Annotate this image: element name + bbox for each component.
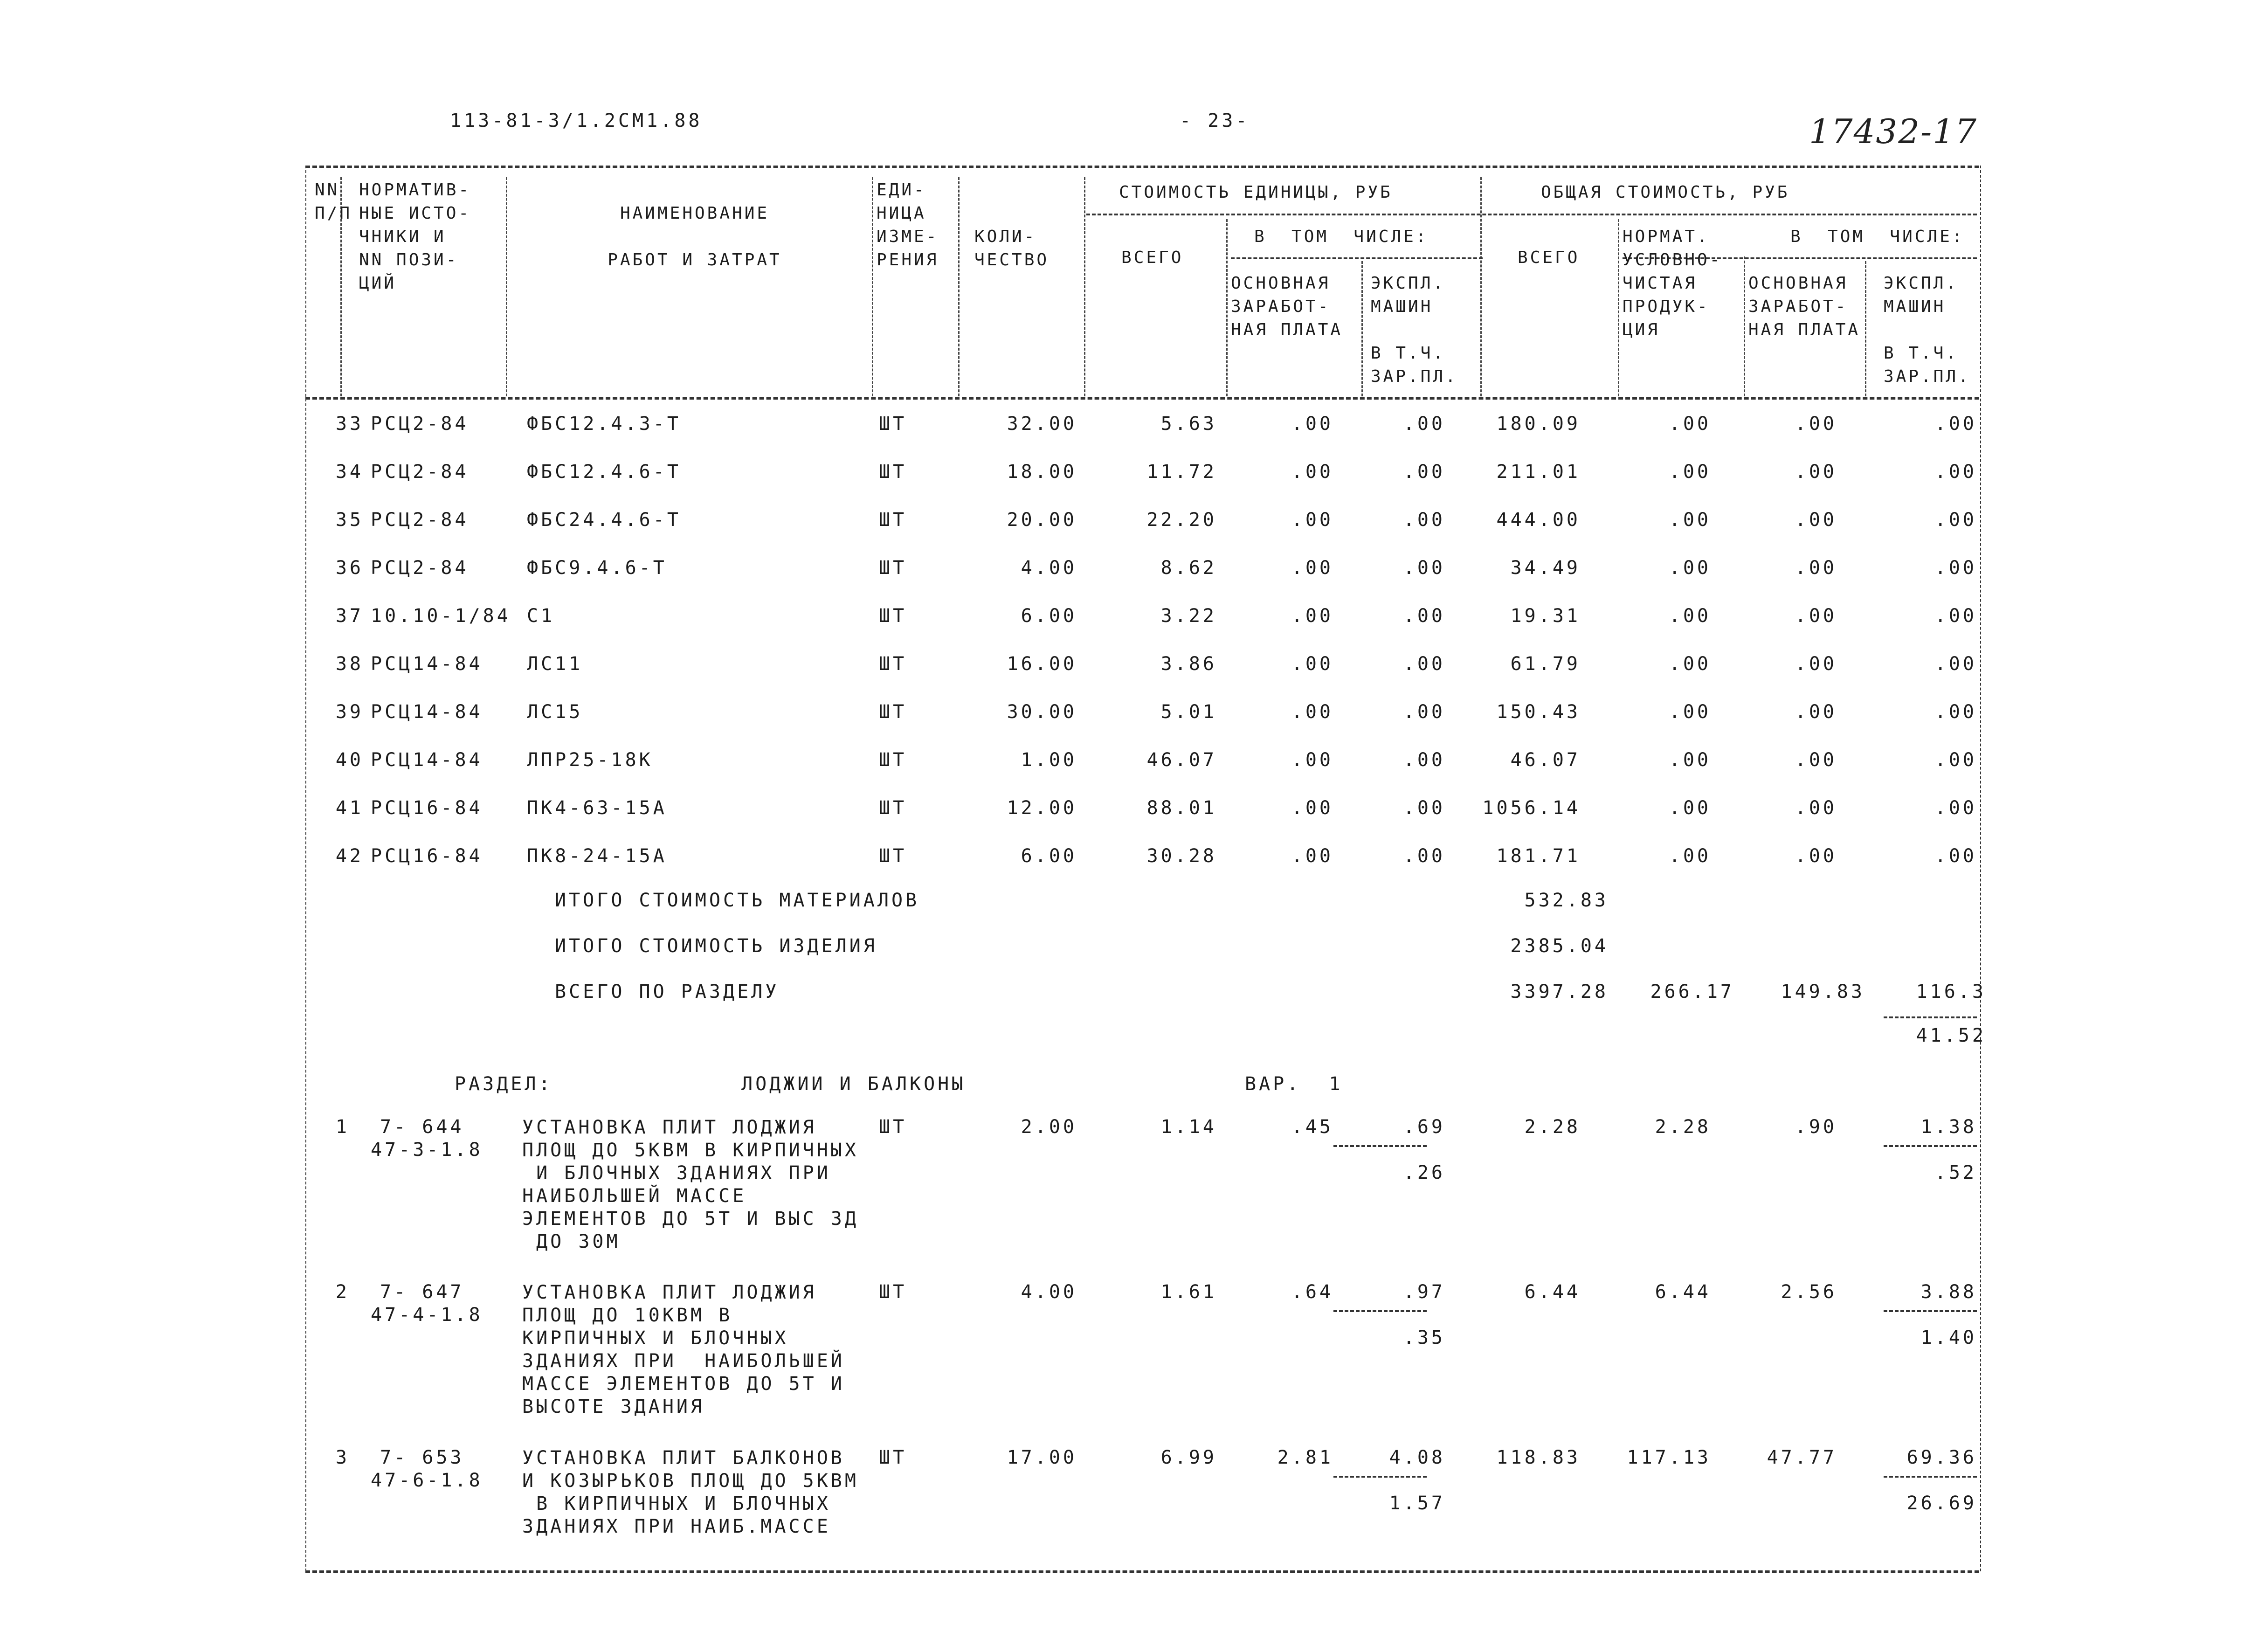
row-source: РСЦ2-84	[371, 461, 469, 483]
row-unit-mach: .00	[1403, 605, 1445, 627]
row-unit-mach: .00	[1403, 797, 1445, 819]
header-sources: НОРМАТИВ- НЫЕ ИСТО- ЧНИКИ И NN ПОЗИ- ЦИЙ	[359, 180, 471, 293]
header-total-pay: ОСНОВНАЯ ЗАРАБОТ- НАЯ ПЛАТА	[1748, 274, 1861, 339]
handwritten-stamp: 17432-17	[1809, 112, 1977, 151]
row-unit-mach: .97	[1403, 1281, 1445, 1303]
row-number: 34	[335, 461, 364, 483]
row-unit-all: 1.61	[1160, 1281, 1217, 1303]
row-source: РСЦ16-84	[371, 845, 483, 867]
row-total-mach-sub: 26.69	[1906, 1493, 1977, 1514]
row-total-norm: .00	[1669, 461, 1711, 483]
header-unit-incl: В ТОМ ЧИСЛЕ:	[1254, 227, 1429, 246]
row-name: С1	[527, 605, 555, 627]
table-top-rule	[305, 166, 1979, 168]
row-total-mach: .00	[1934, 797, 1977, 819]
row-name: ЛС11	[527, 653, 583, 675]
row-total-norm: .00	[1669, 653, 1711, 675]
row-unit-pay: .00	[1291, 413, 1333, 435]
row-unit-mach: .00	[1403, 461, 1445, 483]
row-source: РСЦ2-84	[371, 413, 469, 435]
row-number: 3	[335, 1447, 350, 1468]
total-materials-label: ИТОГО СТОИМОСТЬ МАТЕРИАЛОВ	[555, 890, 920, 911]
row-unit: ШТ	[879, 1447, 907, 1468]
row-unit-all: 8.62	[1160, 557, 1217, 579]
total-materials-value: 532.83	[1524, 890, 1609, 911]
section-label: РАЗДЕЛ:	[455, 1073, 553, 1095]
row-name: ЛПР25-18К	[527, 749, 653, 771]
header-qty: КОЛИ- ЧЕСТВО	[974, 227, 1050, 270]
col-sep	[872, 177, 873, 396]
row-unit-pay: .00	[1291, 701, 1333, 723]
header-total-mach-sub: В Т.Ч. ЗАР.ПЛ.	[1884, 344, 1971, 386]
row-unit-pay: .00	[1291, 509, 1333, 531]
row-unit-pay: .00	[1291, 605, 1333, 627]
header-total-all: ВСЕГО	[1518, 248, 1580, 267]
header-unit: ЕДИ- НИЦА ИЗМЕ- РЕНИЯ	[877, 180, 939, 270]
row-total-pay: .00	[1795, 557, 1837, 579]
row-qty: 18.00	[1007, 461, 1077, 483]
row-source: РСЦ2-84	[371, 509, 469, 531]
row-total-pay: .00	[1795, 797, 1837, 819]
row-total-all: 6.44	[1524, 1281, 1581, 1303]
row-source: 7- 647	[380, 1281, 464, 1303]
row-total-mach-sub: .52	[1934, 1162, 1977, 1183]
page-number: - 23-	[1180, 110, 1250, 131]
row-number: 1	[335, 1116, 350, 1138]
row-total-all: 61.79	[1510, 653, 1581, 675]
row-total-pay: .00	[1795, 605, 1837, 627]
fraction-rule	[1333, 1145, 1427, 1147]
row-unit-pay: .00	[1291, 749, 1333, 771]
row-total-mach: .00	[1934, 605, 1977, 627]
row-total-mach: 69.36	[1906, 1447, 1977, 1468]
section-total-mach: 116.3	[1916, 981, 1986, 1002]
col-sep	[506, 177, 507, 396]
row-unit-all: 88.01	[1146, 797, 1217, 819]
row-unit-pay: .00	[1291, 461, 1333, 483]
row-unit-mach: .00	[1403, 701, 1445, 723]
header-unit-mach: ЭКСПЛ. МАШИН	[1371, 274, 1446, 316]
row-total-pay: .00	[1795, 701, 1837, 723]
row-total-norm: 2.28	[1655, 1116, 1711, 1138]
row-unit-pay: 2.81	[1277, 1447, 1333, 1468]
row-unit: ШТ	[879, 461, 907, 483]
header-total-mach: ЭКСПЛ. МАШИН	[1884, 274, 1959, 316]
row-unit: ШТ	[879, 413, 907, 435]
row-number: 37	[335, 605, 364, 627]
row-total-pay: .00	[1795, 749, 1837, 771]
row-name: УСТАНОВКА ПЛИТ БАЛКОНОВ И КОЗЫРЬКОВ ПЛОЩ ДО 5КВМ В КИРПИЧНЫХ И БЛОЧНЫХ ЗДАНИЯХ ПРИ НАИБ.МАССЕ	[522, 1447, 859, 1537]
row-name: ФБС12.4.3-Т	[527, 413, 681, 435]
row-qty: 4.00	[1021, 557, 1077, 579]
row-total-all: 46.07	[1510, 749, 1581, 771]
row-total-mach: .00	[1934, 509, 1977, 531]
row-unit: ШТ	[879, 605, 907, 627]
row-total-pay: .00	[1795, 653, 1837, 675]
header-sub-rule	[1086, 214, 1977, 215]
row-total-all: 150.43	[1496, 701, 1581, 723]
row-qty: 4.00	[1021, 1281, 1077, 1303]
row-total-norm: .00	[1669, 605, 1711, 627]
section-total-label: ВСЕГО ПО РАЗДЕЛУ	[555, 981, 780, 1002]
row-name: ФБС24.4.6-Т	[527, 509, 681, 531]
fraction-rule	[1884, 1145, 1977, 1147]
row-number: 2	[335, 1281, 350, 1303]
fraction-rule	[1884, 1476, 1977, 1478]
row-total-norm: .00	[1669, 797, 1711, 819]
row-unit-pay: .00	[1291, 797, 1333, 819]
row-total-pay: .00	[1795, 461, 1837, 483]
row-qty: 6.00	[1021, 605, 1077, 627]
row-source-secondary: 47-4-1.8	[371, 1304, 483, 1326]
row-unit-all: 22.20	[1146, 509, 1217, 531]
row-name: УСТАНОВКА ПЛИТ ЛОДЖИЯ ПЛОЩ ДО 5КВМ В КИРПИЧНЫХ И БЛОЧНЫХ ЗДАНИЯХ ПРИ НАИБОЛЬШЕЙ МАССЕ ЭЛЕМЕНТОВ ДО 5Т И ВЫС ЗД ДО 30М	[522, 1117, 859, 1252]
row-unit: ШТ	[879, 749, 907, 771]
header-unit-all: ВСЕГО	[1121, 248, 1184, 267]
row-total-norm: .00	[1669, 749, 1711, 771]
row-source: 7- 653	[380, 1447, 464, 1468]
section-total-mach-sub: 41.52	[1916, 1025, 1986, 1046]
row-total-pay: .00	[1795, 845, 1837, 867]
row-unit: ШТ	[879, 1281, 907, 1303]
row-unit: ШТ	[879, 797, 907, 819]
row-qty: 30.00	[1007, 701, 1077, 723]
row-number: 39	[335, 701, 364, 723]
row-unit-mach: .00	[1403, 653, 1445, 675]
header-unit-cost: СТОИМОСТЬ ЕДИНИЦЫ, РУБ	[1119, 183, 1393, 202]
row-unit-all: 6.99	[1160, 1447, 1217, 1468]
fraction-rule	[1333, 1476, 1427, 1478]
row-unit-mach: .00	[1403, 749, 1445, 771]
row-unit-mach: .69	[1403, 1116, 1445, 1138]
row-unit-all: 46.07	[1146, 749, 1217, 771]
col-sep	[1226, 219, 1228, 396]
row-qty: 32.00	[1007, 413, 1077, 435]
row-total-all: 444.00	[1496, 509, 1581, 531]
row-total-mach: .00	[1934, 845, 1977, 867]
row-total-all: 211.01	[1496, 461, 1581, 483]
row-source: РСЦ16-84	[371, 797, 483, 819]
row-total-pay: .00	[1795, 413, 1837, 435]
row-unit-mach: .00	[1403, 557, 1445, 579]
row-unit-pay: .00	[1291, 653, 1333, 675]
row-unit-mach: .00	[1403, 509, 1445, 531]
row-total-mach: .00	[1934, 557, 1977, 579]
row-unit-all: 30.28	[1146, 845, 1217, 867]
row-source: РСЦ14-84	[371, 653, 483, 675]
row-source: РСЦ14-84	[371, 701, 483, 723]
col-sep	[1618, 219, 1619, 396]
row-total-pay: .90	[1795, 1116, 1837, 1138]
row-source-secondary: 47-3-1.8	[371, 1139, 483, 1161]
row-name: ПК4-63-15А	[527, 797, 667, 819]
row-total-pay: .00	[1795, 509, 1837, 531]
row-unit-all: 1.14	[1160, 1116, 1217, 1138]
row-unit: ШТ	[879, 557, 907, 579]
section-title: ЛОДЖИИ И БАЛКОНЫ	[741, 1073, 966, 1095]
row-unit: ШТ	[879, 653, 907, 675]
row-total-norm: .00	[1669, 413, 1711, 435]
row-total-mach: .00	[1934, 413, 1977, 435]
fraction-rule	[1884, 1016, 1977, 1018]
row-source: 10.10-1/84	[371, 605, 511, 627]
row-number: 38	[335, 653, 364, 675]
row-unit-all: 11.72	[1146, 461, 1217, 483]
row-qty: 2.00	[1021, 1116, 1077, 1138]
fraction-rule	[1884, 1310, 1977, 1312]
row-number: 35	[335, 509, 364, 531]
col-sep	[958, 177, 960, 396]
header-npp: NN П/П	[315, 180, 352, 223]
row-source-secondary: 47-6-1.8	[371, 1470, 483, 1491]
row-total-mach: .00	[1934, 701, 1977, 723]
row-qty: 20.00	[1007, 509, 1077, 531]
row-unit-all: 3.22	[1160, 605, 1217, 627]
header-total-norm: НОРМАТ. УСЛОВНО- ЧИСТАЯ ПРОДУК- ЦИЯ	[1623, 227, 1722, 339]
row-unit-mach: .00	[1403, 413, 1445, 435]
row-unit-all: 5.01	[1160, 701, 1217, 723]
total-product-value: 2385.04	[1510, 935, 1609, 957]
row-name: ФБС12.4.6-Т	[527, 461, 681, 483]
row-total-all: 2.28	[1524, 1116, 1581, 1138]
row-name: УСТАНОВКА ПЛИТ ЛОДЖИЯ ПЛОЩ ДО 10КВМ В КИРПИЧНЫХ И БЛОЧНЫХ ЗДАНИЯХ ПРИ НАИБОЛЬШЕЙ МАССЕ ЭЛЕМЕНТОВ ДО 5Т И ВЫСОТЕ ЗДАНИЯ	[522, 1282, 845, 1417]
row-total-norm: .00	[1669, 845, 1711, 867]
row-unit-mach: 4.08	[1389, 1447, 1445, 1468]
section-total-all: 3397.28	[1510, 981, 1609, 1002]
row-number: 36	[335, 557, 364, 579]
row-qty: 17.00	[1007, 1447, 1077, 1468]
row-source: 7- 644	[380, 1116, 464, 1138]
fraction-rule	[1333, 1310, 1427, 1312]
row-total-all: 181.71	[1496, 845, 1581, 867]
col-sep	[1361, 261, 1363, 396]
row-qty: 1.00	[1021, 749, 1077, 771]
col-sep	[1865, 261, 1866, 396]
header-name: НАИМЕНОВАНИЕ РАБОТ И ЗАТРАТ	[608, 204, 782, 270]
row-unit-pay: .64	[1291, 1281, 1333, 1303]
row-number: 42	[335, 845, 364, 867]
row-qty: 12.00	[1007, 797, 1077, 819]
section-total-norm: 266.17	[1650, 981, 1734, 1002]
row-unit: ШТ	[879, 509, 907, 531]
row-total-mach: .00	[1934, 749, 1977, 771]
header-sub-rule	[1231, 257, 1483, 259]
row-name: ФБС9.4.6-Т	[527, 557, 667, 579]
row-number: 41	[335, 797, 364, 819]
row-unit-all: 3.86	[1160, 653, 1217, 675]
row-total-mach: 1.38	[1920, 1116, 1977, 1138]
row-total-all: 34.49	[1510, 557, 1581, 579]
row-source: РСЦ2-84	[371, 557, 469, 579]
row-total-mach: 3.88	[1920, 1281, 1977, 1303]
row-unit: ШТ	[879, 701, 907, 723]
row-total-all: 118.83	[1496, 1447, 1581, 1468]
row-total-norm: 117.13	[1627, 1447, 1711, 1468]
row-unit-all: 5.63	[1160, 413, 1217, 435]
table-bottom-rule	[305, 1570, 1979, 1573]
row-unit-pay: .00	[1291, 845, 1333, 867]
row-unit-mach-sub: 1.57	[1389, 1493, 1445, 1514]
row-total-all: 1056.14	[1482, 797, 1581, 819]
header-bottom-rule	[305, 397, 1979, 400]
document-code: 113-81-3/1.2СМ1.88	[450, 110, 703, 131]
row-source: РСЦ14-84	[371, 749, 483, 771]
row-qty: 6.00	[1021, 845, 1077, 867]
row-unit: ШТ	[879, 845, 907, 867]
row-unit: ШТ	[879, 1116, 907, 1138]
row-unit-mach: .00	[1403, 845, 1445, 867]
row-total-pay: 2.56	[1781, 1281, 1837, 1303]
row-total-pay: 47.77	[1767, 1447, 1837, 1468]
row-total-norm: .00	[1669, 557, 1711, 579]
row-total-norm: .00	[1669, 509, 1711, 531]
col-sep	[1084, 177, 1085, 396]
section-variant: ВАР. 1	[1245, 1073, 1343, 1095]
row-unit-pay: .45	[1291, 1116, 1333, 1138]
row-total-mach-sub: 1.40	[1920, 1327, 1977, 1348]
row-number: 33	[335, 413, 364, 435]
total-product-label: ИТОГО СТОИМОСТЬ ИЗДЕЛИЯ	[555, 935, 877, 957]
row-unit-mach-sub: .26	[1403, 1162, 1445, 1183]
section-total-pay: 149.83	[1781, 981, 1865, 1002]
row-name: ПК8-24-15А	[527, 845, 667, 867]
row-name: ЛС15	[527, 701, 583, 723]
header-unit-mach-sub: В Т.Ч. ЗАР.ПЛ.	[1371, 344, 1458, 386]
header-total-incl: В ТОМ ЧИСЛЕ:	[1790, 227, 1965, 246]
row-unit-mach-sub: .35	[1403, 1327, 1445, 1348]
row-total-all: 19.31	[1510, 605, 1581, 627]
row-total-mach: .00	[1934, 653, 1977, 675]
row-total-mach: .00	[1934, 461, 1977, 483]
row-total-norm: 6.44	[1655, 1281, 1711, 1303]
header-unit-pay: ОСНОВНАЯ ЗАРАБОТ- НАЯ ПЛАТА	[1231, 274, 1343, 339]
row-unit-pay: .00	[1291, 557, 1333, 579]
row-number: 40	[335, 749, 364, 771]
col-sep	[1480, 177, 1482, 396]
row-qty: 16.00	[1007, 653, 1077, 675]
header-total-cost: ОБЩАЯ СТОИМОСТЬ, РУБ	[1541, 183, 1790, 202]
col-sep	[1744, 256, 1745, 396]
row-total-all: 180.09	[1496, 413, 1581, 435]
row-total-norm: .00	[1669, 701, 1711, 723]
